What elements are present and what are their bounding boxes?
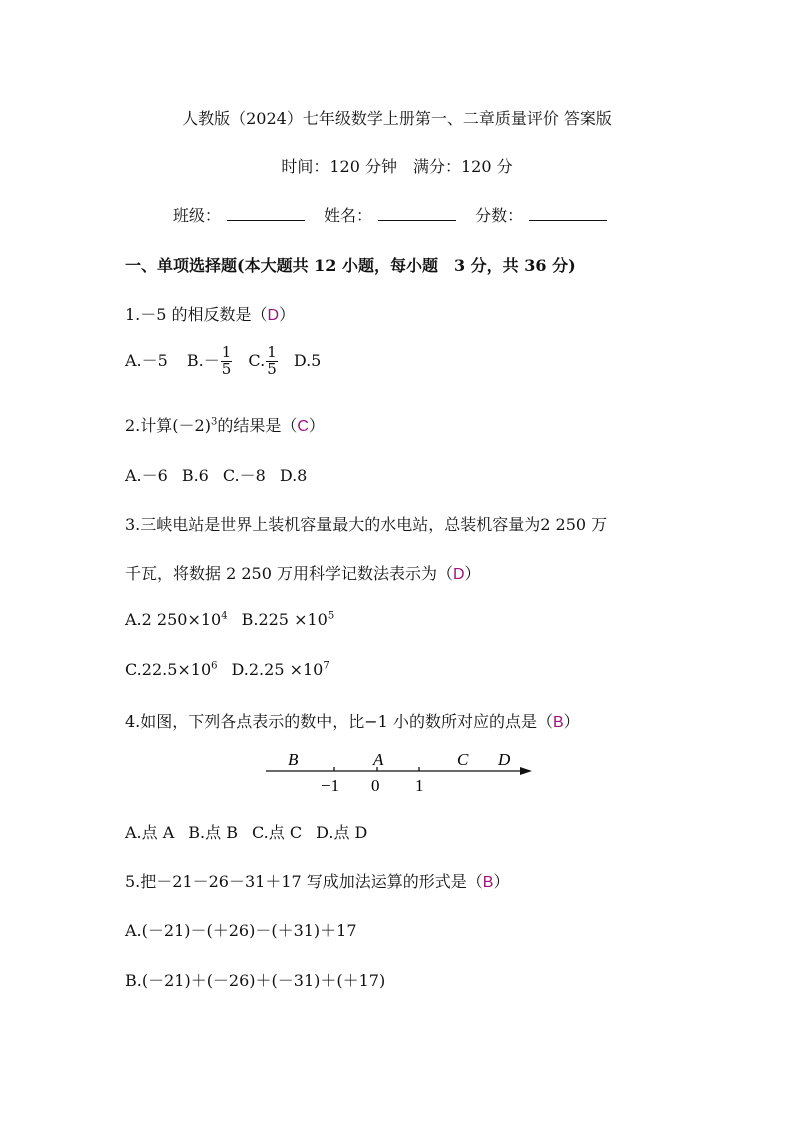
class-blank[interactable]	[227, 206, 305, 221]
q3-options-row-1	[125, 610, 334, 629]
q3-answer: D	[452, 566, 465, 583]
tick-label-neg1: −1	[321, 776, 340, 795]
name-blank[interactable]	[378, 206, 456, 221]
q1-answer: D	[267, 307, 280, 324]
section-heading: 一、单项选择题(本大题共 12 小题，每小题 3 分，共 36 分)	[125, 256, 576, 275]
q2-answer: C	[297, 418, 309, 435]
q2-option-c: C.－8	[222, 466, 266, 485]
q3-option-d: $D.2.25 \times 10^7$	[231, 660, 330, 679]
tick-label-1: 1	[415, 776, 424, 795]
q4-options	[125, 820, 367, 843]
number-line-figure	[260, 745, 540, 797]
q4-answer: B	[552, 714, 564, 731]
q2-options	[125, 463, 307, 486]
point-label-c: C	[457, 750, 469, 769]
student-info-row	[0, 203, 794, 226]
q2-option-b: B.6	[181, 466, 209, 485]
q3-options-row-2	[125, 660, 330, 679]
page-title: 人教版（2024）七年级数学上册第一、二章质量评价 答案版	[182, 109, 612, 128]
point-label-a: A	[373, 750, 384, 769]
score-label: 分数：	[475, 206, 524, 225]
point-label-b: B	[288, 750, 299, 769]
q3-option-b: $B.225 \times 10^5$	[241, 610, 335, 629]
q1-option-a: A.－5	[125, 350, 168, 370]
name-label: 姓名：	[323, 206, 372, 225]
q5-option-a: A.(－21)－(＋26)－(＋31)＋17	[125, 921, 357, 940]
q4-option-c: C.点 C	[252, 823, 303, 842]
question-2: 2.计算$(-2)^3$的结果是（C）	[125, 416, 325, 435]
question-1: 1.－5 的相反数是（D）	[125, 305, 296, 324]
fraction: $\frac{1}{5}$	[267, 343, 277, 378]
q3-option-a: A.2 $250\times 10^4$	[125, 610, 228, 629]
q3-option-c: $C.22.5\times 10^6$	[125, 660, 218, 679]
question-5: 5.把－21－26－31＋17 写成加法运算的形式是（B）	[125, 872, 510, 891]
point-label-d: D	[498, 750, 511, 769]
score-blank[interactable]	[529, 206, 607, 221]
question-4: 4.如图，下列各点表示的数中，比−1 小的数所对应的点是（B）	[125, 712, 580, 731]
q3-stem-line-1: 3.三峡电站是世界上装机容量最大的水电站，总装机容量为2 250 万	[125, 515, 608, 534]
q1-option-b: B.－ $\frac{1}{5}$	[186, 343, 232, 378]
q4-option-b: B.点 B	[188, 823, 238, 842]
q5-option-b: B.(－21)＋(－26)＋(－31)＋(＋17)	[125, 971, 386, 990]
q2-option-d: D.8	[279, 466, 308, 485]
time-info: 时间：120 分钟 满分：120 分	[281, 157, 513, 176]
q1-option-d: D.5	[293, 350, 322, 370]
q2-option-a: A.－6	[125, 466, 168, 485]
tick-label-0: 0	[371, 776, 380, 795]
q1-stem: 1.－5 的相反数是（	[125, 305, 268, 324]
q4-option-d: D.点 D	[316, 823, 368, 842]
class-label: 班级：	[172, 206, 221, 225]
arrow-head-icon	[520, 767, 532, 775]
q3-stem-line-2: 千瓦，将数据 2 250 万用科学记数法表示为（D）	[125, 564, 481, 583]
fraction: $\frac{1}{5}$	[221, 343, 232, 378]
q4-option-a: A.点 A	[125, 823, 175, 842]
q1-option-c: C. $\frac{1}{5}$	[248, 343, 277, 378]
q1-options	[125, 345, 321, 378]
q5-answer: B	[482, 874, 494, 891]
